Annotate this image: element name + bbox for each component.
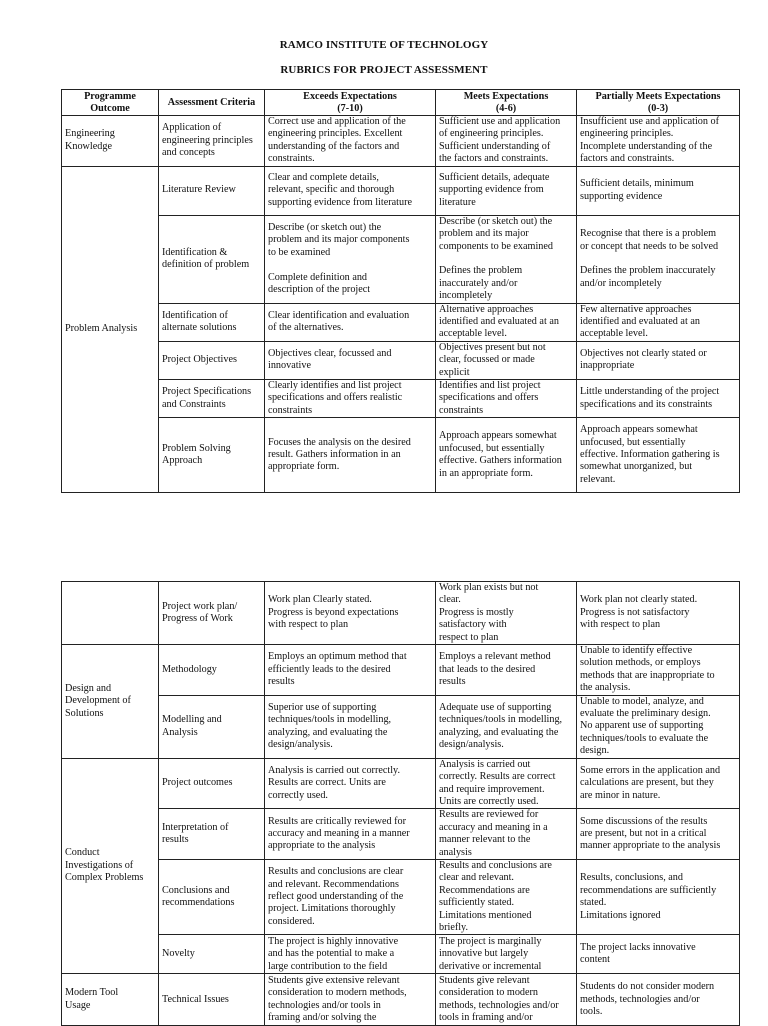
criteria-cell: Technical Issues xyxy=(159,974,265,1026)
criteria-cell: Identification of alternate solutions xyxy=(159,303,265,341)
rubric-table-part-1 xyxy=(61,89,740,493)
criteria-cell: Conclusions and recommendations xyxy=(159,859,265,934)
meets-cell: Students give relevant consideration to modern methods, technologies and/or tools in framing and/or xyxy=(436,974,577,1026)
rubric-table-part-2 xyxy=(61,581,740,1026)
criteria-cell: Methodology xyxy=(159,645,265,696)
meets-cell: Sufficient details, adequate supporting evidence from literature xyxy=(436,166,577,215)
criteria-cell: Project Objectives xyxy=(159,341,265,379)
outcome-problem-analysis: Problem Analysis xyxy=(62,166,159,493)
table-row xyxy=(62,380,740,418)
criteria-cell: Literature Review xyxy=(159,166,265,215)
exceeds-cell: Work plan Clearly stated. Progress is beyond expectations with respect to plan xyxy=(265,582,436,645)
header-partially-meets-expectations: Partially Meets Expectations (0-3) xyxy=(577,90,740,116)
exceeds-cell: Objectives clear, focussed and innovative xyxy=(265,341,436,379)
partial-cell: Work plan not clearly stated. Progress is not satisfactory with respect to plan xyxy=(577,582,740,645)
meets-cell: Results are reviewed for accuracy and meaning in a manner relevant to the analysis xyxy=(436,809,577,860)
header-row xyxy=(62,90,740,116)
document-title: RUBRICS FOR PROJECT ASSESSMENT xyxy=(280,64,488,76)
table-row xyxy=(62,809,740,860)
exceeds-cell: Clear identification and evaluation of the alternatives. xyxy=(265,303,436,341)
criteria-cell: Novelty xyxy=(159,935,265,974)
meets-cell: Adequate use of supporting techniques/tools in modelling, analyzing, and evaluating the design/analysis. xyxy=(436,695,577,758)
partial-cell: Sufficient details, minimum supporting evidence xyxy=(577,166,740,215)
partial-cell: Little understanding of the project specifications and its constraints xyxy=(577,380,740,418)
partial-cell: The project lacks innovative content xyxy=(577,935,740,974)
exceeds-cell: Superior use of supporting techniques/tools in modelling, analyzing, and evaluating the design/analysis. xyxy=(265,695,436,758)
meets-cell: Employs a relevant method that leads to the desired results xyxy=(436,645,577,696)
meets-cell: Objectives present but not clear, focussed or made explicit xyxy=(436,341,577,379)
meets-cell: Work plan exists but not clear. Progress is mostly satisfactory with respect to plan xyxy=(436,582,577,645)
criteria-cell: Modelling and Analysis xyxy=(159,695,265,758)
partial-cell: Students do not consider modern methods, technologies and/or tools. xyxy=(577,974,740,1026)
exceeds-cell: Focuses the analysis on the desired result. Gathers information in an appropriate form. xyxy=(265,418,436,493)
criteria-cell: Project Specifications and Constraints xyxy=(159,380,265,418)
table-row xyxy=(62,303,740,341)
header-meets-expectations: Meets Expectations (4-6) xyxy=(436,90,577,116)
meets-cell: Identifies and list project specifications and offers constraints xyxy=(436,380,577,418)
header-assessment-criteria: Assessment Criteria xyxy=(159,90,265,116)
exceeds-cell: Analysis is carried out correctly. Results are correct. Units are correctly used. xyxy=(265,758,436,809)
exceeds-cell: Students give extensive relevant consideration to modern methods, technologies and/or tools in framing and/or solving the xyxy=(265,974,436,1026)
header-exceeds-expectations: Exceeds Expectations (7-10) xyxy=(265,90,436,116)
table-row xyxy=(62,418,740,493)
outcome-engineering-knowledge: Engineering Knowledge xyxy=(62,116,159,167)
exceeds-cell: Employs an optimum method that efficiently leads to the desired results xyxy=(265,645,436,696)
exceeds-cell: Correct use and application of the engineering principles. Excellent understanding of the factors and constraints. xyxy=(265,116,436,167)
criteria-cell: Application of engineering principles and concepts xyxy=(159,116,265,167)
outcome-conduct-investigations: Conduct Investigations of Complex Problems xyxy=(62,758,159,974)
institute-name: RAMCO INSTITUTE OF TECHNOLOGY xyxy=(279,39,489,51)
partial-cell: Recognise that there is a problem or concept that needs to be solved Defines the problem inaccurately and/or incompletely xyxy=(577,215,740,303)
table-row xyxy=(62,974,740,1026)
meets-cell: Alternative approaches identified and evaluated at an acceptable level. xyxy=(436,303,577,341)
criteria-cell: Problem Solving Approach xyxy=(159,418,265,493)
meets-cell: Approach appears somewhat unfocused, but essentially effective. Gathers information in an appropriate form. xyxy=(436,418,577,493)
meets-cell: Describe (or sketch out) the problem and its major components to be examined Defines the problem inaccurately and/or incompletely xyxy=(436,215,577,303)
criteria-cell: Project work plan/ Progress of Work xyxy=(159,582,265,645)
table-row xyxy=(62,758,740,809)
meets-cell: Sufficient use and application of engineering principles. Sufficient understanding of the factors and constraints. xyxy=(436,116,577,167)
table-row xyxy=(62,215,740,303)
outcome-blank xyxy=(62,582,159,645)
criteria-cell: Project outcomes xyxy=(159,758,265,809)
partial-cell: Unable to model, analyze, and evaluate the preliminary design. No apparent use of supporting techniques/tools to evaluate the design. xyxy=(577,695,740,758)
partial-cell: Some discussions of the results are present, but not in a critical manner appropriate to the analysis xyxy=(577,809,740,860)
header-programme-outcome: Programme Outcome xyxy=(62,90,159,116)
partial-cell: Objectives not clearly stated or inappropriate xyxy=(577,341,740,379)
meets-cell: The project is marginally innovative but largely derivative or incremental xyxy=(436,935,577,974)
table-row xyxy=(62,935,740,974)
outcome-modern-tool-usage: Modern Tool Usage xyxy=(62,974,159,1026)
partial-cell: Some errors in the application and calculations are present, but they are minor in nature. xyxy=(577,758,740,809)
outcome-design-development: Design and Development of Solutions xyxy=(62,645,159,759)
table-row xyxy=(62,341,740,379)
meets-cell: Analysis is carried out correctly. Results are correct and require improvement. Units are correctly used. xyxy=(436,758,577,809)
exceeds-cell: Clear and complete details, relevant, specific and thorough supporting evidence from literature xyxy=(265,166,436,215)
exceeds-cell: Results are critically reviewed for accuracy and meaning in a manner appropriate to the analysis xyxy=(265,809,436,860)
partial-cell: Insufficient use and application of engineering principles. Incomplete understanding of the factors and constraints. xyxy=(577,116,740,167)
table-row xyxy=(62,645,740,696)
exceeds-cell: The project is highly innovative and has the potential to make a large contribution to the field xyxy=(265,935,436,974)
exceeds-cell: Results and conclusions are clear and relevant. Recommendations reflect good understanding of the project. Limitations thoroughly considered. xyxy=(265,859,436,934)
table-row xyxy=(62,582,740,645)
partial-cell: Results, conclusions, and recommendations are sufficiently stated. Limitations ignored xyxy=(577,859,740,934)
table-row xyxy=(62,695,740,758)
meets-cell: Results and conclusions are clear and relevant. Recommendations are sufficiently stated. Limitations mentioned briefly. xyxy=(436,859,577,934)
exceeds-cell: Clearly identifies and list project specifications and offers realistic constraints xyxy=(265,380,436,418)
partial-cell: Unable to identify effective solution methods, or employs methods that are inappropriate to the analysis. xyxy=(577,645,740,696)
criteria-cell: Identification & definition of problem xyxy=(159,215,265,303)
table-row xyxy=(62,859,740,934)
partial-cell: Approach appears somewhat unfocused, but essentially effective. Information gathering is somewhat unorganized, but relevant. xyxy=(577,418,740,493)
table-row xyxy=(62,116,740,167)
partial-cell: Few alternative approaches identified and evaluated at an acceptable level. xyxy=(577,303,740,341)
table-row xyxy=(62,166,740,215)
criteria-cell: Interpretation of results xyxy=(159,809,265,860)
exceeds-cell: Describe (or sketch out) the problem and its major components to be examined Complete definition and description of the project xyxy=(265,215,436,303)
